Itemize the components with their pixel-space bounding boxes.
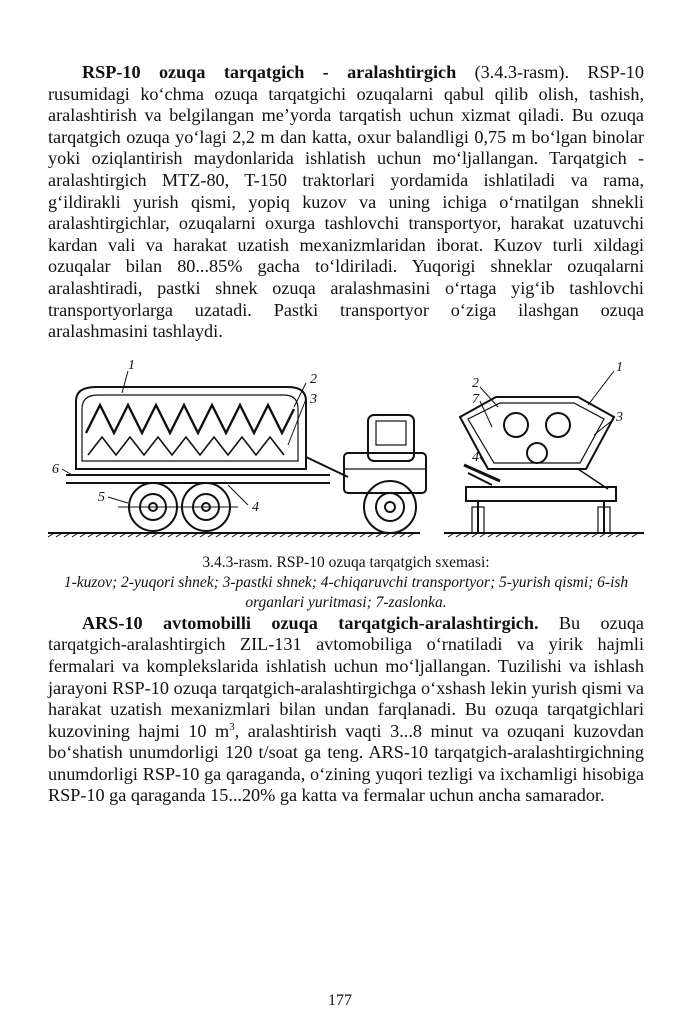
section2-sup: 3 [229, 720, 235, 733]
label-2: 2 [310, 371, 317, 387]
label-1: 1 [128, 357, 135, 373]
section2-title: ARS-10 avtomobilli ozuqa tarqatgich-aralashtirgich. [82, 612, 539, 633]
label-5: 5 [98, 489, 105, 505]
label-right-3: 3 [616, 409, 623, 425]
label-right-2: 2 [472, 375, 479, 391]
machine-drawing [48, 357, 644, 547]
section2-paragraph [48, 613, 644, 807]
caption-legend: 1-kuzov; 2-yuqori shnek; 3-pastki shnek; 4-chiqaruvchi transportyor; 5-yurish qismi; 6-ish organlari yuritmasi; 7-zaslonka. [63, 573, 629, 611]
section1-text: RSP-10 rusumidagi ko‘chma ozuqa tarqatgichi ozuqalarni qabul qilib olish, tashish, aralashtirish va belgilangan me’yorda tarqatish uchun xizmat qiladi. Bu ozuqa tarqatgich ozuqa yo‘lagi 2,2 m dan katta, oxur balandligi 0,75 m bo‘lgan binolar yoki oziqlantirish maydonlarida ishlatish uchun mo‘ljallangan. Tarqatgich - aralashtirgich MTZ-80, T-150 traktorlari yordamida ishlatiladi va rama, g‘ildirakli yurish qismi, yopiq kuzov va uning ichiga o‘rnatilgan shnekli aralashtirgichlar, ozuqalarni oxurga tashlovchi transportyor, harakat uzatuvchi kardan vali va harakat uzatish mexanizmlaridan iborat. Kuzov turli xildagi ozuqalar bilan 80...85% gacha to‘ldiriladi. Yuqorigi shneklar ozuqalarni aralashtiradi, pastki shnek ozuqa aralashmasini o‘rtaga yig‘ib tashlovchi transportyorlarga uzatadi. Pastki transportyor o‘ziga ilashgan ozuqa aralashmasini tashlaydi. [48, 62, 644, 342]
section2-text-b: , aralashtirish vaqti 3...8 minut va ozuqani kuzovdan bo‘shatish unumdorligi 120 t/soat ga teng. ARS-10 tarqatgich-aralashtirgichning unumdorligi RSP-10 ga qaraganda, o‘zining yuqori tezligi va ixchamligi hisobiga RSP-10 ga qaraganda 15...20% ga katta va fermalar uchun ancha samarador. [48, 720, 645, 806]
figure-rsp10-scheme [48, 357, 644, 547]
label-right-7: 7 [472, 391, 479, 407]
label-4: 4 [252, 499, 259, 515]
label-6: 6 [52, 461, 59, 477]
figure-caption [48, 553, 644, 613]
section1-title: RSP-10 ozuqa tarqatgich - aralashtirgich [82, 62, 457, 82]
section1-paragraph [48, 62, 644, 343]
section1-figure-ref: (3.4.3-rasm). [456, 62, 570, 82]
page-number: 177 [328, 992, 352, 1009]
label-right-1: 1 [616, 359, 623, 375]
caption-title: 3.4.3-rasm. RSP-10 ozuqa tarqatgich sxemasi: [202, 553, 490, 571]
page-content [48, 62, 644, 807]
section2-text-a: Bu ozuqa tarqatgich-aralashtirgich ZIL-131 avtomobiliga o‘rnatiladi va yirik hajmli fermalari va komplekslarida ishlatish uchun mo‘ljallangan. Tuzilishi va ishlash jarayoni RSP-10 ozuqa tarqatgich-aralashtirgichga o‘xshash lekin yurish qismi va harakat uzatish mexanizmlari bilan undan farqlanadi. Bu ozuqa tarqatgichlari kuzovining hajmi 10 m [48, 612, 644, 741]
label-3: 3 [310, 391, 317, 407]
label-right-4: 4 [472, 449, 479, 465]
